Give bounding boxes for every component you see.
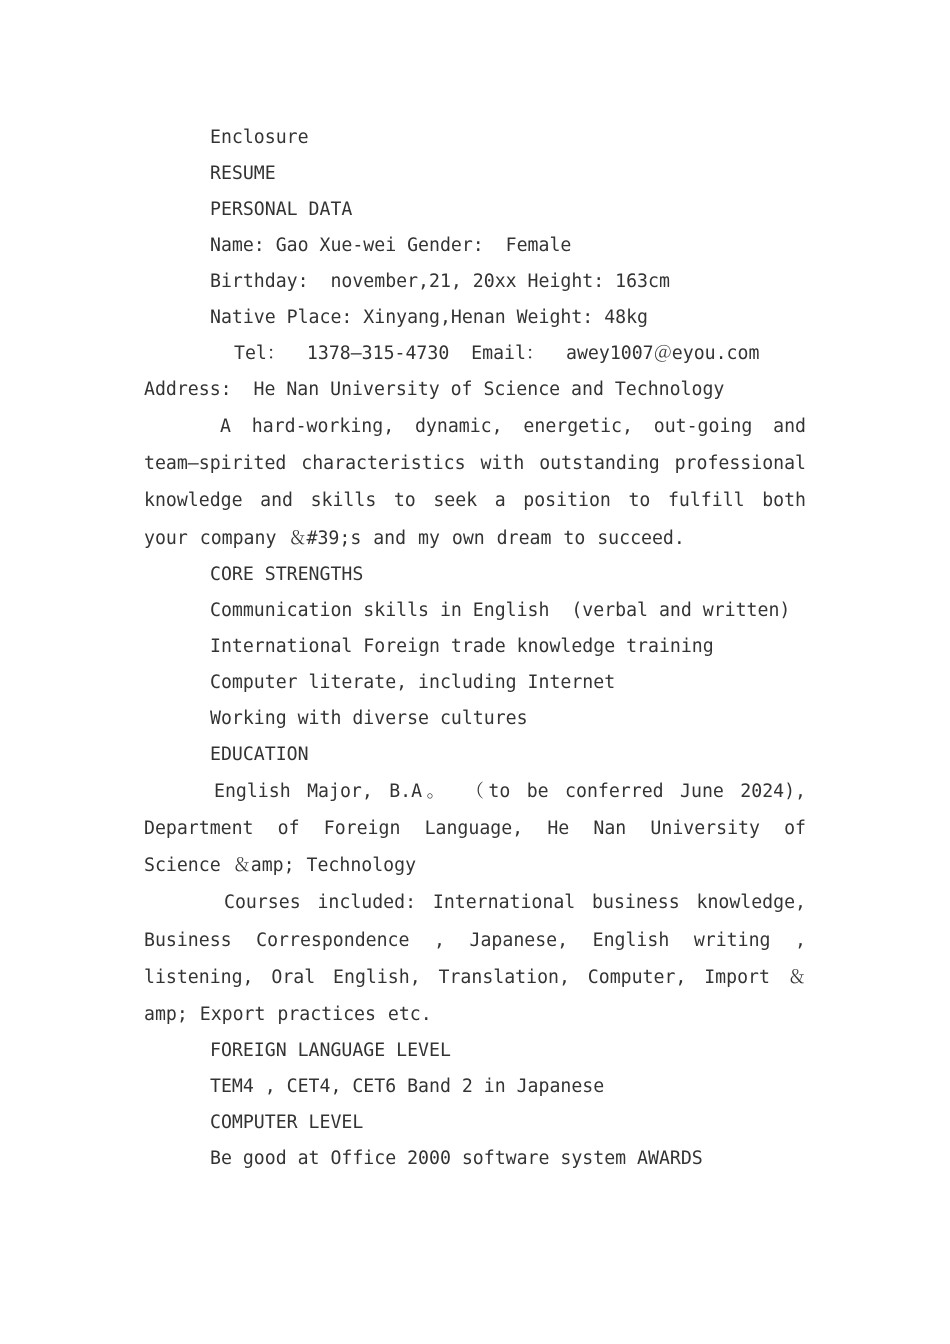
objective-paragraph bbox=[144, 408, 806, 557]
core-strengths-heading: CORE STRENGTHS bbox=[210, 563, 364, 585]
strength-item: International Foreign trade knowledge training bbox=[210, 635, 714, 657]
native-weight-line: Native Place: Xinyang,Henan Weight: 48kg bbox=[210, 307, 648, 328]
computer-level-heading: COMPUTER LEVEL bbox=[210, 1112, 364, 1134]
foreign-language-heading: FOREIGN LANGUAGE LEVEL bbox=[210, 1040, 451, 1062]
education-paragraph bbox=[144, 773, 806, 885]
address-line: Address: He Nan University of Science and Technology bbox=[144, 379, 725, 400]
courses-paragraph bbox=[144, 884, 806, 1033]
resume-title: RESUME bbox=[210, 163, 276, 184]
name-gender-line: Name: Gao Xue-wei Gender: Female bbox=[210, 235, 572, 256]
computer-level-detail: Be good at Office 2000 software system AWARDS bbox=[210, 1148, 703, 1170]
education-heading: EDUCATION bbox=[210, 743, 309, 765]
education-text: English Major, B.A。 （to be conferred June 2024), Department of Foreign Language, He Nan University of Science ＆amp; Technology bbox=[144, 780, 806, 877]
resume-document bbox=[144, 120, 806, 1177]
foreign-language-detail: TEM4 , CET4, CET6 Band 2 in Japanese bbox=[210, 1076, 605, 1098]
strength-item: Working with diverse cultures bbox=[210, 707, 528, 729]
strength-item: Computer literate, including Internet bbox=[210, 671, 616, 693]
strength-item: Communication skills in English (verbal and written) bbox=[210, 599, 791, 621]
contact-line: Tel： 1378—315-4730 Email： awey1007＠eyou.com bbox=[234, 343, 760, 364]
enclosure-label: Enclosure bbox=[210, 127, 309, 148]
birthday-height-line: Birthday: november,21, 20xx Height: 163cm bbox=[210, 271, 670, 292]
objective-text: A hard-working, dynamic, energetic, out-going and team—spirited characteristics with outstanding professional knowledge and skills to seek a position to fulfill both your company ＆#39;s and my own dream to succeed. bbox=[144, 416, 806, 549]
personal-data-heading: PERSONAL DATA bbox=[210, 199, 353, 220]
courses-text: Courses included: International business knowledge, Business Correspondence , Japanese, English writing , listening, Oral English, Translation, Computer, Import ＆amp; Export practices etc. bbox=[144, 892, 806, 1026]
